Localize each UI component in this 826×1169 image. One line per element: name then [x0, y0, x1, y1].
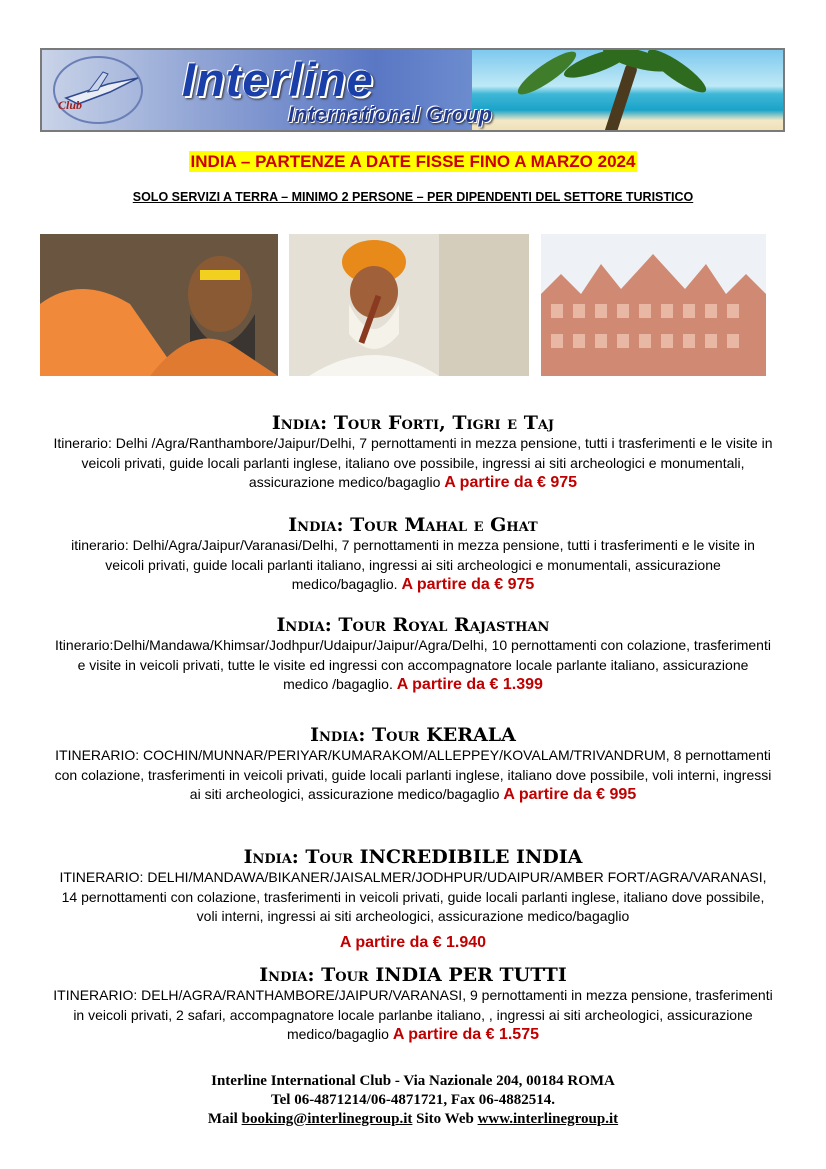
tour-title: India: Tour Mahal e Ghat — [288, 514, 538, 536]
brand-subtitle: International Group — [288, 102, 493, 127]
tour-description: Itinerario: Delhi /Agra/Ranthambore/Jaipur/Delhi, 7 pernottamenti in mezza pensione, tutti i trasferimenti e le visite in veicoli privati, guide locali parlanti inglese, italiano ove possibile, ingressi ai siti archeologici e monumentali, assicurazione medico/bagaglio A partire da € 975 — [53, 435, 773, 491]
tour-title: India: Tour Royal Rajasthan — [276, 614, 550, 636]
tour-price: A partire da € 995 — [503, 786, 637, 803]
tour-title: India: Tour INCREDIBILE INDIA — [243, 846, 583, 868]
tour-mahal-ghat — [40, 514, 786, 595]
tour-kerala — [40, 724, 786, 805]
sadhu-photo — [40, 234, 278, 376]
tour-price: A partire da € 1.940 — [339, 933, 487, 951]
hawa-mahal-photo — [541, 234, 766, 376]
tour-india-per-tutti — [40, 964, 786, 1045]
tour-price: A partire da € 1.399 — [396, 676, 543, 693]
page-subheadline: SOLO SERVIZI A TERRA – MINIMO 2 PERSONE – PER DIPENDENTI DEL SETTORE TURISTICO — [132, 190, 694, 204]
tour-incredibile-india — [40, 846, 786, 952]
tour-price: A partire da € 975 — [401, 576, 535, 593]
contact-footer — [0, 1072, 826, 1129]
header-banner — [40, 48, 785, 132]
tour-description: itinerario: Delhi/Agra/Jaipur/Varanasi/Delhi, 7 pernottamenti in mezza pensione, tutti i trasferimenti e le visite in veicoli privati, guide locali parlanti italiano, ingressi ai siti archeologici e monumentali, assicurazione medico/bagaglio. A partire da € 975 — [71, 537, 755, 593]
tour-title: India: Tour Forti, Tigri e Taj — [271, 412, 555, 434]
footer-phone: Tel 06-4871214/06-4871721, Fax 06-4882514. — [270, 1092, 556, 1108]
turbaned-man-photo — [289, 234, 529, 376]
footer-address: Interline International Club - Via Nazionale 204, 00184 ROMA — [211, 1073, 615, 1089]
tour-title: India: Tour KERALA — [310, 724, 516, 746]
tour-price: A partire da € 1.575 — [392, 1026, 539, 1043]
tour-title: India: Tour INDIA PER TUTTI — [259, 964, 567, 986]
tour-price: A partire da € 975 — [444, 474, 578, 491]
website-link[interactable]: www.interlinegroup.it — [477, 1111, 619, 1127]
tour-forti-tigri-taj — [40, 412, 786, 493]
club-logo — [48, 54, 148, 126]
page-headline: INDIA – PARTENZE A DATE FISSE FINO A MARZO 2024 — [190, 152, 636, 171]
tour-description: ITINERARIO: DELHI/MANDAWA/BIKANER/JAISALMER/JODHPUR/UDAIPUR/AMBER FORT/AGRA/VARANASI, 14 pernottamenti con colazione, trasferimenti in veicoli privati, guide locali parlanti inglese, italiano dove possibile, voli interni, ingressi ai siti archeologici, assicurazione medico/bagaglio A partire da € 1.940 — [59, 869, 767, 951]
footer-contacts: Mail booking@interlinegroup.it Sito Web www.interlinegroup.it — [207, 1111, 619, 1127]
email-link[interactable]: booking@interlinegroup.it — [241, 1111, 413, 1127]
brand-title: Interline — [182, 53, 374, 106]
tour-description: ITINERARIO: COCHIN/MUNNAR/PERIYAR/KUMARAKOM/ALLEPPEY/KOVALAM/TRIVANDRUM, 8 pernottamenti con colazione, trasferimenti in veicoli privati, guide locali parlanti inglese, italiano dove possibile, voli interni, ingressi ai siti archeologici, assicurazione medico/bagaglio A partire da € 995 — [54, 747, 772, 803]
logo-club-text: Club — [58, 98, 83, 112]
tour-description: Itinerario:Delhi/Mandawa/Khimsar/Jodhpur/Udaipur/Jaipur/Agra/Delhi, 10 pernottamenti con colazione, trasferimenti e visite in veicoli privati, tutte le visite ed ingressi con accompagnatore locale parlante italiano, assicurazione medico /bagaglio. A partire da € 1.399 — [55, 637, 771, 693]
tour-description: ITINERARIO: DELH/AGRA/RANTHAMBORE/JAIPUR/VARANASI, 9 pernottamenti in mezza pensione, trasferimenti in veicoli privati, 2 safari, accompagnatore locale parlanbe italiano, , ingressi ai siti archeologici, assicurazione medico/bagaglio A partire da € 1.575 — [53, 987, 773, 1043]
tour-royal-rajasthan — [40, 614, 786, 695]
